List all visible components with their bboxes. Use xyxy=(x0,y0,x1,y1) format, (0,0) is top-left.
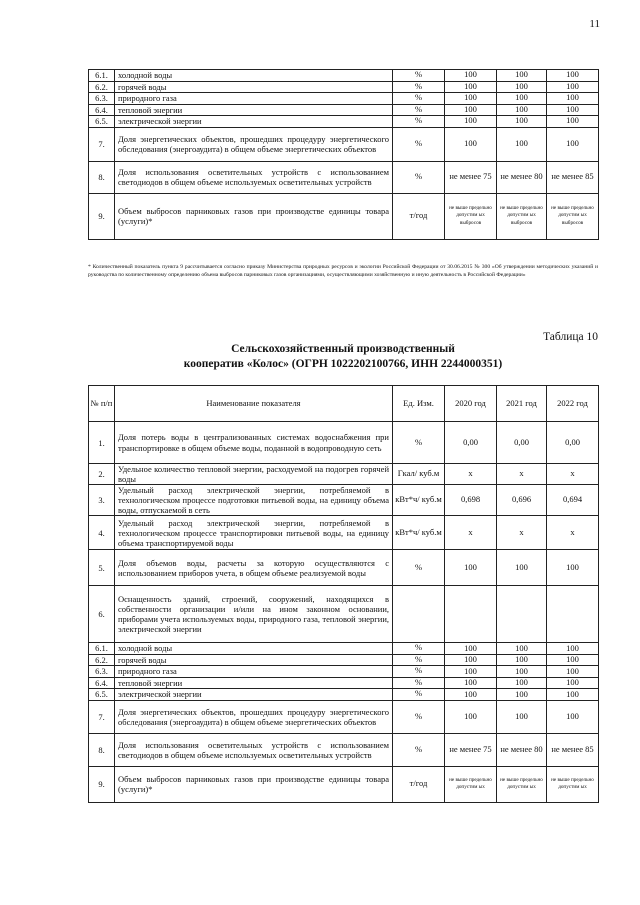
table-row xyxy=(89,81,599,93)
table-row xyxy=(89,485,599,516)
row-unit: % xyxy=(393,733,445,766)
row-value-2022: 100 xyxy=(547,116,599,128)
row-value-2020: 100 xyxy=(445,666,497,678)
row-value-2022: 100 xyxy=(547,127,599,161)
row-value-2020: 100 xyxy=(445,677,497,689)
table-row xyxy=(89,161,599,193)
row-number: 2. xyxy=(89,464,115,485)
page-number: 11 xyxy=(589,18,600,30)
table-title xyxy=(88,342,598,372)
table-row xyxy=(89,766,599,802)
table-row xyxy=(89,550,599,586)
row-unit: % xyxy=(393,127,445,161)
row-value-2022: 100 xyxy=(547,550,599,586)
header-year-2021: 2021 год xyxy=(497,386,547,422)
row-value-2021: 100 xyxy=(497,93,547,105)
row-value-2020: 100 xyxy=(445,93,497,105)
row-value-2022: 100 xyxy=(547,93,599,105)
header-year-2022: 2022 год xyxy=(547,386,599,422)
row-value-2022: 0,00 xyxy=(547,422,599,464)
row-number: 6.3. xyxy=(89,666,115,678)
row-name: Удельное количество тепловой энергии, расходуемой на подогрев горячей воды xyxy=(115,464,393,485)
row-value-2022: x xyxy=(547,516,599,550)
row-value-2022: не менее 85 xyxy=(547,161,599,193)
row-value-2020: не выше предельно допустим ых выбросов xyxy=(445,193,497,239)
row-value-2020: x xyxy=(445,516,497,550)
row-number: 7. xyxy=(89,700,115,733)
row-value-2021: не выше предельно допустим ых xyxy=(497,766,547,802)
table-row xyxy=(89,116,599,128)
row-value-2020: 0,698 xyxy=(445,485,497,516)
row-number: 5. xyxy=(89,550,115,586)
row-name: электрической энергии xyxy=(115,689,393,701)
row-name: Доля использования осветительных устройств с использованием светодиодов в общем объеме используемых осветительных устройств xyxy=(115,161,393,193)
row-value-2020: 100 xyxy=(445,81,497,93)
row-name: природного газа xyxy=(115,666,393,678)
row-value-2021: не менее 80 xyxy=(497,161,547,193)
row-value-2021: x xyxy=(497,516,547,550)
row-number: 6.5. xyxy=(89,116,115,128)
row-unit: % xyxy=(393,161,445,193)
row-unit: кВт*ч/ куб.м xyxy=(393,485,445,516)
row-number: 6.3. xyxy=(89,93,115,105)
table-row xyxy=(89,689,599,701)
row-value-2020: x xyxy=(445,464,497,485)
row-value-2021: 0,00 xyxy=(497,422,547,464)
row-unit: % xyxy=(393,116,445,128)
row-name: горячей воды xyxy=(115,654,393,666)
table-row xyxy=(89,643,599,655)
row-value-2021: 100 xyxy=(497,116,547,128)
row-name: тепловой энергии xyxy=(115,104,393,116)
row-value-2022: не выше предельно допустим ых xyxy=(547,766,599,802)
row-number: 8. xyxy=(89,161,115,193)
row-unit: % xyxy=(393,677,445,689)
row-name: Оснащенность зданий, строений, сооружений, находящихся в собственности организации и/или на ином законном основании, приборами учета используемых воды, природного газа, тепловой энергии, электрической энергии xyxy=(115,586,393,643)
table-row xyxy=(89,93,599,105)
header-name: Наименование показателя xyxy=(115,386,393,422)
row-value-2022: не выше предельно допустим ых выбросов xyxy=(547,193,599,239)
header-row xyxy=(89,386,599,422)
table-row xyxy=(89,654,599,666)
row-unit: т/год xyxy=(393,193,445,239)
row-value-2020: 100 xyxy=(445,654,497,666)
row-value-2020: 100 xyxy=(445,550,497,586)
row-value-2020 xyxy=(445,586,497,643)
table-row xyxy=(89,733,599,766)
table-label: Таблица 10 xyxy=(543,331,598,343)
row-number: 6.1. xyxy=(89,70,115,82)
row-name: Доля потерь воды в централизованных системах водоснабжения при транспортировке в общем объеме воды, поданной в водопроводную сеть xyxy=(115,422,393,464)
row-number: 9. xyxy=(89,766,115,802)
row-value-2021: не выше предельно допустим ых выбросов xyxy=(497,193,547,239)
row-name: горячей воды xyxy=(115,81,393,93)
row-unit: % xyxy=(393,93,445,105)
table-row xyxy=(89,586,599,643)
row-value-2022: 100 xyxy=(547,689,599,701)
row-name: холодной воды xyxy=(115,643,393,655)
row-number: 4. xyxy=(89,516,115,550)
row-value-2022: 100 xyxy=(547,666,599,678)
row-unit: % xyxy=(393,104,445,116)
row-value-2021: 100 xyxy=(497,677,547,689)
row-value-2022 xyxy=(547,586,599,643)
row-number: 6.2. xyxy=(89,654,115,666)
row-value-2020: 100 xyxy=(445,70,497,82)
row-value-2021: 100 xyxy=(497,104,547,116)
row-unit: % xyxy=(393,70,445,82)
row-number: 6.2. xyxy=(89,81,115,93)
row-value-2021: 100 xyxy=(497,666,547,678)
row-value-2022: 100 xyxy=(547,81,599,93)
row-value-2021: 100 xyxy=(497,70,547,82)
row-name: Доля энергетических объектов, прошедших процедуру энергетического обследования (энергоаудита) в общем объеме энергетических объектов xyxy=(115,700,393,733)
row-name: Объем выбросов парниковых газов при производстве единицы товара (услуги)* xyxy=(115,766,393,802)
row-name: Доля объемов воды, расчеты за которую осуществляются с использованием приборов учета, в общем объеме реализуемой воды xyxy=(115,550,393,586)
table-row xyxy=(89,700,599,733)
row-number: 1. xyxy=(89,422,115,464)
row-value-2021: 100 xyxy=(497,643,547,655)
row-value-2020: 100 xyxy=(445,643,497,655)
table-row xyxy=(89,127,599,161)
row-value-2021: 100 xyxy=(497,700,547,733)
row-number: 8. xyxy=(89,733,115,766)
table-row xyxy=(89,70,599,82)
row-number: 7. xyxy=(89,127,115,161)
row-value-2022: 0,694 xyxy=(547,485,599,516)
row-value-2020: 100 xyxy=(445,700,497,733)
row-number: 6.5. xyxy=(89,689,115,701)
row-value-2020: 100 xyxy=(445,116,497,128)
row-unit: % xyxy=(393,643,445,655)
row-value-2020: не менее 75 xyxy=(445,161,497,193)
row-value-2021 xyxy=(497,586,547,643)
row-value-2022: 100 xyxy=(547,643,599,655)
table-row xyxy=(89,516,599,550)
row-value-2021: 0,696 xyxy=(497,485,547,516)
table-row xyxy=(89,422,599,464)
row-name: электрической энергии xyxy=(115,116,393,128)
row-value-2022: 100 xyxy=(547,654,599,666)
top-table xyxy=(88,69,599,240)
row-unit xyxy=(393,586,445,643)
row-value-2021: 100 xyxy=(497,689,547,701)
row-value-2021: 100 xyxy=(497,550,547,586)
row-value-2022: 100 xyxy=(547,104,599,116)
row-name: тепловой энергии xyxy=(115,677,393,689)
row-unit: кВт*ч/ куб.м xyxy=(393,516,445,550)
row-unit: % xyxy=(393,654,445,666)
row-value-2020: 100 xyxy=(445,104,497,116)
row-number: 6. xyxy=(89,586,115,643)
row-name: холодной воды xyxy=(115,70,393,82)
row-value-2021: 100 xyxy=(497,654,547,666)
main-table xyxy=(88,385,599,803)
row-value-2020: 100 xyxy=(445,127,497,161)
row-name: Удельный расход электрической энергии, потребляемой в технологическом процессе транспортировки питьевой воды, на единицу объема транспортируемой воды xyxy=(115,516,393,550)
row-unit: % xyxy=(393,550,445,586)
row-unit: % xyxy=(393,700,445,733)
row-value-2022: x xyxy=(547,464,599,485)
row-value-2021: 100 xyxy=(497,81,547,93)
row-value-2021: не менее 80 xyxy=(497,733,547,766)
row-unit: % xyxy=(393,689,445,701)
row-name: Доля энергетических объектов, прошедших процедуру энергетического обследования (энергоаудита) в общем объеме энергетических объектов xyxy=(115,127,393,161)
row-value-2021: x xyxy=(497,464,547,485)
row-value-2020: 0,00 xyxy=(445,422,497,464)
row-value-2020: 100 xyxy=(445,689,497,701)
row-unit: Гкал/ куб.м xyxy=(393,464,445,485)
header-num: № п/п xyxy=(89,386,115,422)
table-row xyxy=(89,666,599,678)
row-number: 9. xyxy=(89,193,115,239)
row-value-2020: не менее 75 xyxy=(445,733,497,766)
table-title-line1: Сельскохозяйственный производственный xyxy=(231,343,455,355)
row-number: 6.1. xyxy=(89,643,115,655)
row-number: 3. xyxy=(89,485,115,516)
row-value-2022: не менее 85 xyxy=(547,733,599,766)
footnote: * Количественный показатель пункта 9 рассчитывается согласно приказу Министерства природных ресурсов и экологии Российской Федерации от 30.06.2015 № 300 «Об утверждении методических указаний и руководства по количественному определению объема выбросов парниковых газов организациями, осуществляющими хозяйственную и иную деятельность в Российской Федерации» xyxy=(88,264,598,279)
row-unit: % xyxy=(393,666,445,678)
row-value-2022: 100 xyxy=(547,700,599,733)
row-name: Объем выбросов парниковых газов при производстве единицы товара (услуги)* xyxy=(115,193,393,239)
header-year-2020: 2020 год xyxy=(445,386,497,422)
table-row xyxy=(89,677,599,689)
table-row xyxy=(89,104,599,116)
row-value-2021: 100 xyxy=(497,127,547,161)
row-number: 6.4. xyxy=(89,104,115,116)
table-row xyxy=(89,193,599,239)
header-unit: Ед. Изм. xyxy=(393,386,445,422)
row-number: 6.4. xyxy=(89,677,115,689)
row-value-2020: не выше предельно допустим ых xyxy=(445,766,497,802)
row-unit: т/год xyxy=(393,766,445,802)
row-unit: % xyxy=(393,81,445,93)
table-row xyxy=(89,464,599,485)
row-name: Доля использования осветительных устройств с использованием светодиодов в общем объеме используемых осветительных устройств xyxy=(115,733,393,766)
row-value-2022: 100 xyxy=(547,70,599,82)
row-name: природного газа xyxy=(115,93,393,105)
row-unit: % xyxy=(393,422,445,464)
table-title-line2: кооператив «Колос» (ОГРН 1022202100766, ИНН 2244000351) xyxy=(183,357,503,370)
row-name: Удельный расход электрической энергии, потребляемой в технологическом процессе подготовки питьевой воды, на единицу объема воды, отпускаемой в сеть xyxy=(115,485,393,516)
row-value-2022: 100 xyxy=(547,677,599,689)
